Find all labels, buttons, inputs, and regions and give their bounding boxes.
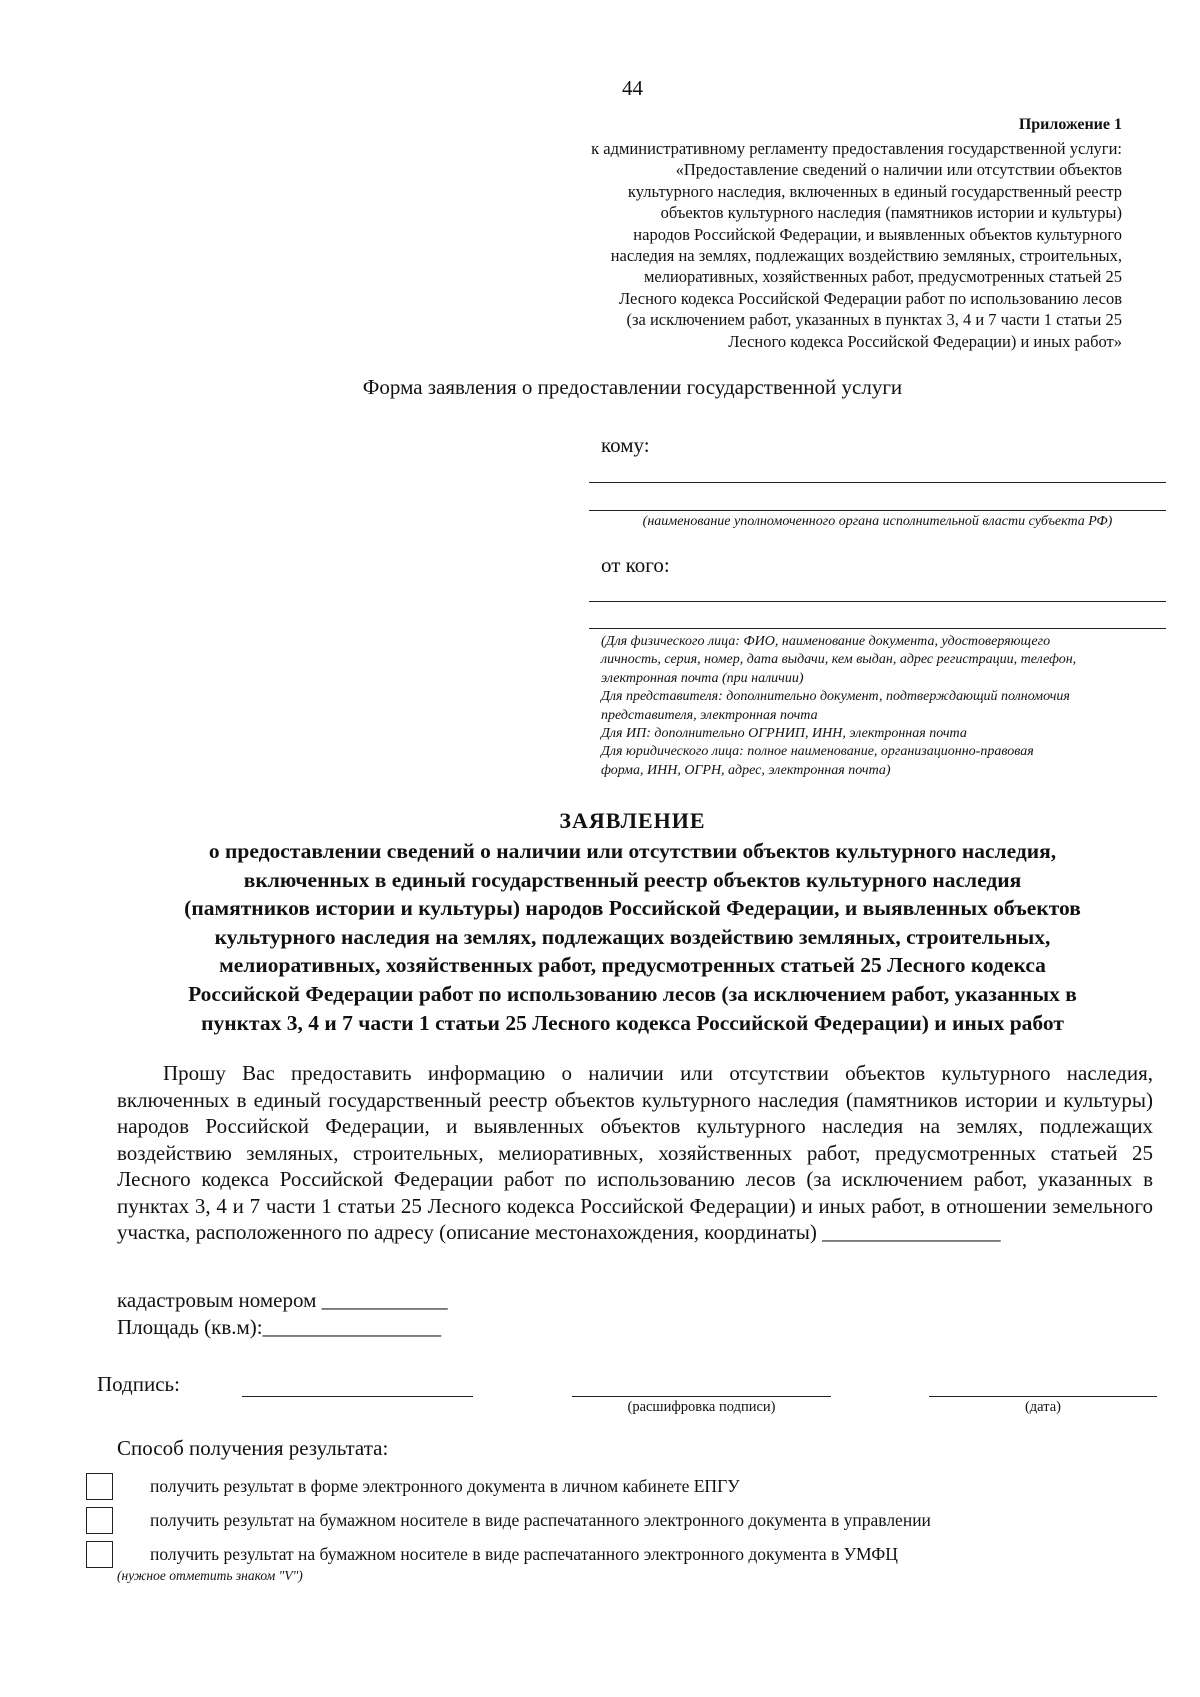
appendix-line: Лесного кодекса Российской Федерации работ по использованию лесов xyxy=(618,288,1122,308)
sender-label: от кого: xyxy=(601,553,670,577)
sender-hint-line: личность, серия, номер, дата выдачи, кем выдан, адрес регистрации, телефон, xyxy=(601,652,1077,668)
appendix-line: мелиоративных, хозяйственных работ, предусмотренных статьей 25 xyxy=(643,267,1122,287)
sender-hint-line: (Для физического лица: ФИО, наименование документа, удостоверяющего xyxy=(601,634,1051,649)
result-method-title: Способ получения результата: xyxy=(117,1436,389,1460)
area-field[interactable]: Площадь (кв.м):_________________ xyxy=(117,1315,442,1339)
statement-subtitle-line: пунктах 3, 4 и 7 части 1 статьи 25 Лесного кодекса Российской Федерации) и иных работ xyxy=(201,1010,1064,1035)
sender-field-line-2[interactable] xyxy=(589,628,1166,629)
appendix-line: народов Российской Федерации, и выявленных объектов культурного xyxy=(633,224,1122,244)
sender-hint-line: Для ИП: дополнительно ОГРНИП, ИНН, электронная почта xyxy=(601,726,967,742)
appendix-line: к административному регламенту предоставления государственной услуги: xyxy=(591,139,1122,158)
result-option-label: получить результат на бумажном носителе в виде распечатанного электронного документа в УМФЦ xyxy=(150,1543,898,1564)
result-option-umfc[interactable] xyxy=(86,1539,898,1569)
statement-title: ЗАЯВЛЕНИЕ xyxy=(559,808,706,833)
result-option-label: получить результат на бумажном носителе в виде распечатанного электронного документа в управлении xyxy=(150,1509,931,1530)
result-option-checkbox[interactable] xyxy=(86,1507,113,1534)
signature-line[interactable] xyxy=(242,1396,473,1397)
result-method-note: (нужное отметить знаком "V") xyxy=(117,1568,303,1583)
cadastral-number-field[interactable]: кадастровым номером ____________ xyxy=(117,1288,448,1312)
appendix-text xyxy=(482,138,1122,352)
statement-subtitle-line: (памятников истории и культуры) народов Российской Федерации, и выявленных объектов xyxy=(184,896,1081,921)
result-option-checkbox[interactable] xyxy=(86,1541,113,1568)
page-number: 44 xyxy=(622,76,643,100)
statement-subtitle xyxy=(110,837,1155,1037)
sender-hint-line: электронная почта (при наличии) xyxy=(601,670,804,686)
appendix-line: Лесного кодекса Российской Федерации) и иных работ» xyxy=(728,331,1122,351)
recipient-field-line-2[interactable] xyxy=(589,510,1166,511)
signature-decode-hint: (расшифровка подписи) xyxy=(627,1399,776,1415)
appendix-title: Приложение 1 xyxy=(1018,116,1122,133)
result-option-checkbox[interactable] xyxy=(86,1473,113,1500)
sender-hint-line: Для юридического лица: полное наименование, организационно-правовая xyxy=(601,744,1034,760)
appendix-line: культурного наследия, включенных в единый государственный реестр xyxy=(627,181,1122,201)
statement-subtitle-line: мелиоративных, хозяйственных работ, предусмотренных статьей 25 Лесного кодекса xyxy=(219,953,1046,978)
signature-date-hint: (дата) xyxy=(1024,1399,1062,1415)
appendix-line: наследия на землях, подлежащих воздействию земляных, строительных, xyxy=(610,246,1122,266)
signature-decode-line[interactable] xyxy=(572,1396,831,1397)
recipient-field-line-1[interactable] xyxy=(589,482,1166,483)
recipient-hint: (наименование уполномоченного органа исполнительной власти субъекта РФ) xyxy=(642,514,1113,529)
statement-subtitle-line: о предоставлении сведений о наличии или отсутствии объектов культурного наследия, xyxy=(208,839,1057,863)
signature-date-line[interactable] xyxy=(929,1396,1157,1397)
signature-label: Подпись: xyxy=(97,1372,180,1396)
sender-hint-line: Для представителя: дополнительно документ, подтверждающий полномочия xyxy=(601,689,1070,705)
sender-hint-line: представителя, электронная почта xyxy=(601,707,818,723)
sender-hint-line: форма, ИНН, ОГРН, адрес, электронная почта) xyxy=(601,762,891,778)
request-body-text: Прошу Вас предоставить информацию о наличии или отсутствии объектов культурного наследия, включенных в единый государственный реестр объектов культурного наследия (памятников истории и культуры) народов Российской Федерации, и выявленных объектов культурного наследия на землях, подлежащих воздействию земляных, строительных, мелиоративных, хозяйственных работ, предусмотренных статьей 25 Лесного кодекса Российской Федерации работ по использованию лесов (за исключением работ, указанных в пунктах 3, 4 и 7 части 1 статьи 25 Лесного кодекса Российской Федерации) и иных работ, в отношении земельного участка, расположенного по адресу (описание местонахождения, координаты) _________________ xyxy=(117,1061,1153,1244)
sender-field-line-1[interactable] xyxy=(589,601,1166,602)
statement-subtitle-line: включенных в единый государственный реестр объектов культурного наследия xyxy=(243,867,1022,892)
result-option-label: получить результат в форме электронного документа в личном кабинете ЕПГУ xyxy=(150,1475,740,1496)
statement-subtitle-line: культурного наследия на землях, подлежащих воздействию земляных, строительных, xyxy=(214,924,1051,949)
appendix-line: (за исключением работ, указанных в пунктах 3, 4 и 7 части 1 статьи 25 xyxy=(626,310,1122,330)
appendix-line: объектов культурного наследия (памятников истории и культуры) xyxy=(660,203,1122,223)
result-option-office[interactable] xyxy=(86,1505,931,1535)
recipient-label: кому: xyxy=(601,433,650,457)
statement-subtitle-line: Российской Федерации работ по использованию лесов (за исключением работ, указанных в xyxy=(188,981,1077,1006)
sender-hint xyxy=(601,633,1161,780)
result-option-epgu[interactable] xyxy=(86,1471,740,1501)
appendix-line: «Предоставление сведений о наличии или отсутствии объектов xyxy=(675,160,1122,180)
form-title: Форма заявления о предоставлении государственной услуги xyxy=(362,375,903,399)
